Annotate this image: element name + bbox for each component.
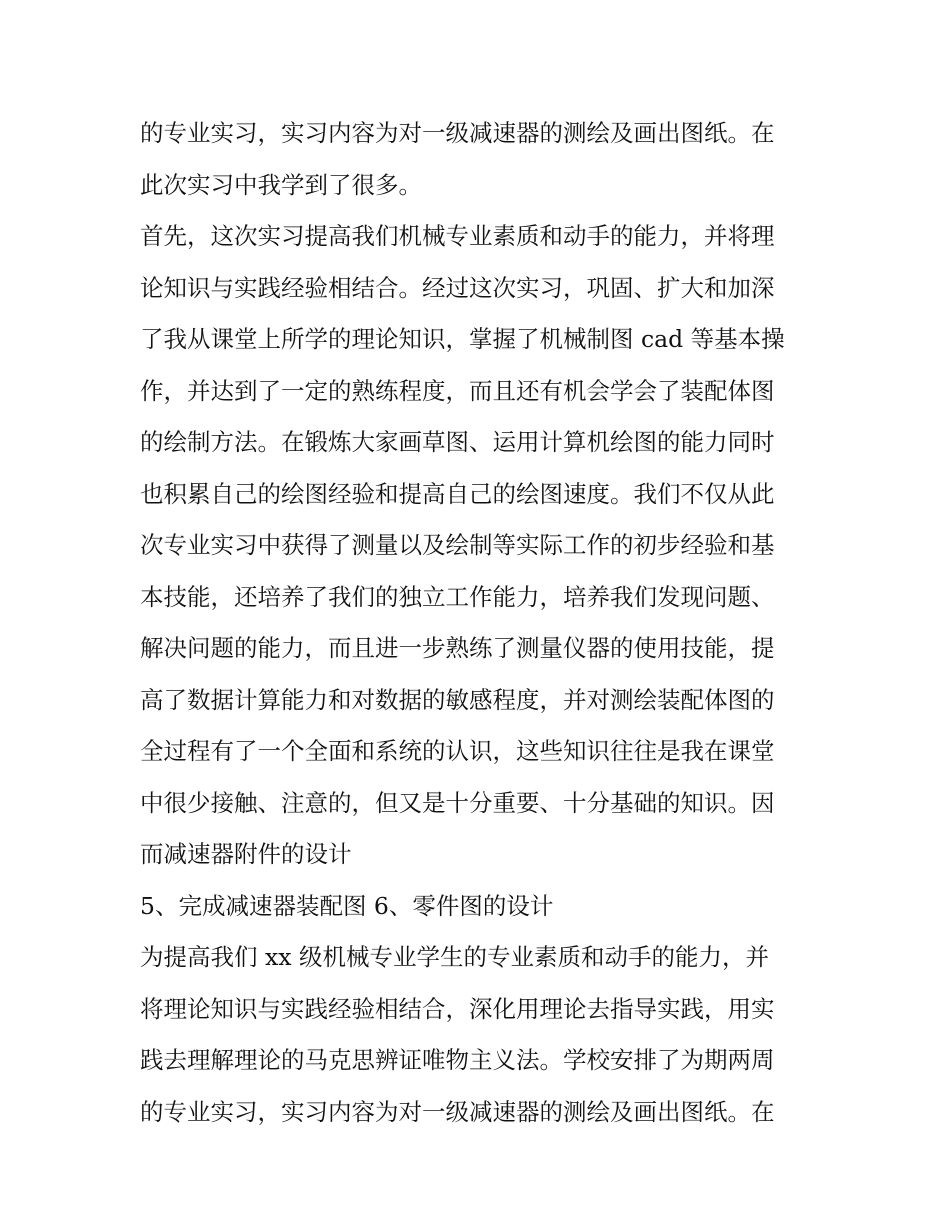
text-line: 高了数据计算能力和对数据的敏感程度，并对测绘装配体图的 (140, 685, 775, 714)
text-line: 此次实习中我学到了很多。 (140, 170, 422, 199)
text-line: 的专业实习，实习内容为对一级减速器的测绘及画出图纸。在 (140, 1097, 775, 1126)
text-line: 次专业实习中获得了测量以及绘制等实际工作的初步经验和基 (140, 531, 775, 559)
text-line: 也积累自己的绘图经验和提高自己的绘图速度。我们不仅从此 (140, 479, 775, 508)
text-line: 中很少接触、注意的，但又是十分重要、十分基础的知识。因 (140, 788, 775, 817)
section-heading: 5、完成减速器装配图 6、零件图的设计 (140, 891, 554, 920)
text-line: 了我从课堂上所学的理论知识，掌握了机械制图 cad 等基本操 (140, 325, 785, 353)
text-line: 的专业实习，实习内容为对一级减速器的测绘及画出图纸。在 (140, 119, 775, 147)
text-line: 首先，这次实习提高我们机械专业素质和动手的能力，并将理 (140, 222, 775, 250)
body-text (140, 108, 815, 1138)
text-line: 本技能，还培养了我们的独立工作能力，培养我们发现问题、 (140, 582, 775, 611)
text-line: 全过程有了一个全面和系统的认识，这些知识往往是我在课堂 (140, 737, 775, 765)
text-line: 将理论知识与实践经验相结合，深化用理论去指导实践，用实 (140, 994, 775, 1023)
text-line: 作，并达到了一定的熟练程度，而且还有机会学会了装配体图 (140, 376, 775, 405)
text-line: 解决问题的能力，而且进一步熟练了测量仪器的使用技能，提 (140, 634, 775, 662)
text-line: 为提高我们 xx 级机械专业学生的专业素质和动手的能力，并 (140, 943, 769, 971)
text-line: 而减速器附件的设计 (140, 840, 352, 868)
text-line: 论知识与实践经验相结合。经过这次实习，巩固、扩大和加深 (140, 273, 775, 302)
text-line: 的绘制方法。在锻炼大家画草图、运用计算机绘图的能力同时 (140, 428, 775, 456)
text-line: 践去理解理论的马克思辨证唯物主义法。学校安排了为期两周 (140, 1046, 775, 1074)
